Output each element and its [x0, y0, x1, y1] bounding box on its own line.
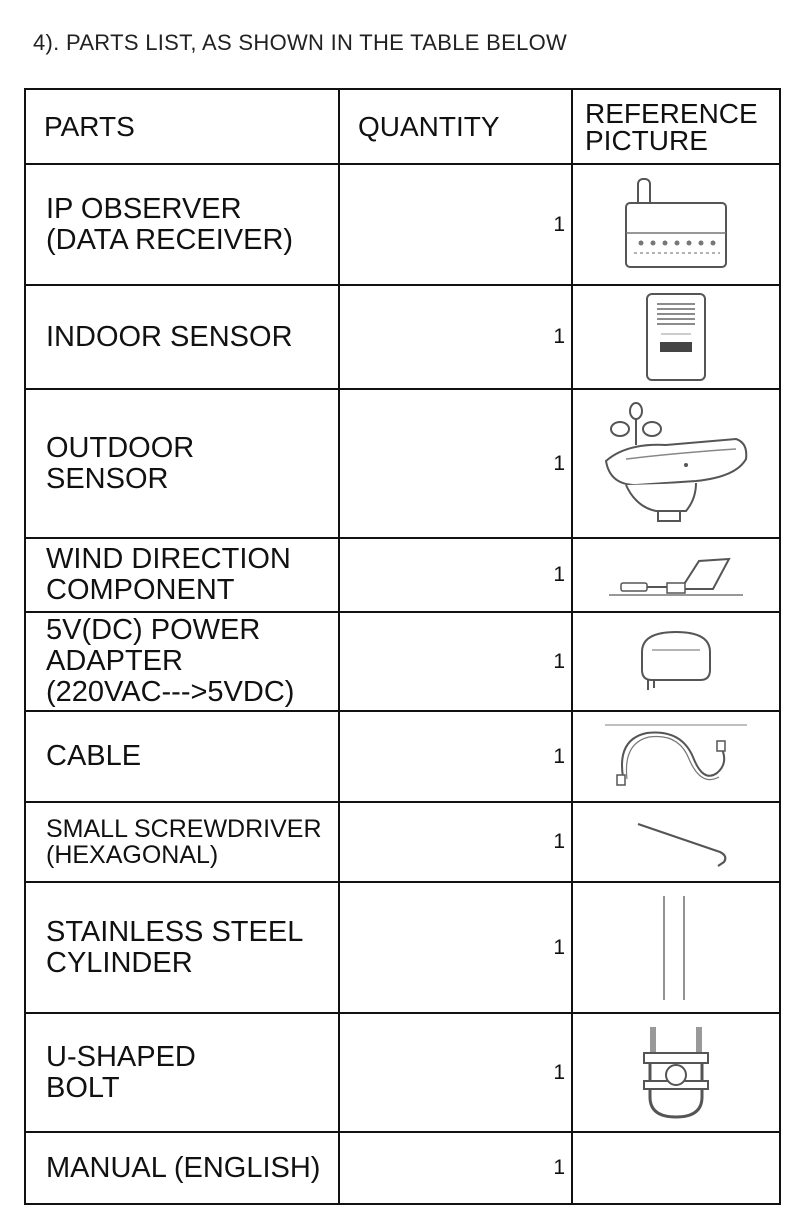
steel-cylinder-icon: [646, 892, 706, 1004]
header-reference-line2: PICTURE: [585, 124, 708, 156]
table-row: [25, 389, 780, 538]
table-row: [25, 802, 780, 882]
table-row: [25, 882, 780, 1013]
part-name: STAINLESS STEEL CYLINDER: [25, 882, 339, 1013]
part-quantity: 1: [339, 1013, 572, 1132]
receiver-icon: [616, 175, 736, 275]
part-name: 5V(DC) POWER ADAPTER (220VAC--->5VDC): [25, 612, 339, 711]
hex-key-icon: [616, 812, 736, 872]
part-quantity: 1: [339, 389, 572, 538]
reference-picture: [572, 1132, 780, 1204]
power-adapter-icon: [636, 626, 716, 698]
part-quantity: 1: [339, 538, 572, 612]
reference-picture: [572, 802, 780, 882]
outdoor-sensor-icon: [596, 399, 756, 529]
part-name: CABLE: [25, 711, 339, 802]
u-bolt-icon: [636, 1023, 716, 1123]
table-row: [25, 1132, 780, 1204]
reference-picture: [572, 538, 780, 612]
part-quantity: 1: [339, 285, 572, 389]
reference-picture: [572, 389, 780, 538]
part-quantity: 1: [339, 802, 572, 882]
part-quantity: 1: [339, 1132, 572, 1204]
header-reference-picture: [572, 89, 780, 164]
header-reference-line1: REFERENCE: [585, 97, 758, 129]
part-quantity: 1: [339, 164, 572, 285]
table-header-row: [25, 89, 780, 164]
reference-picture: [572, 612, 780, 711]
part-quantity: 1: [339, 612, 572, 711]
header-quantity: QUANTITY: [339, 89, 572, 164]
section-heading: 4). PARTS LIST, AS SHOWN IN THE TABLE BELOW: [33, 30, 568, 55]
part-quantity: 1: [339, 711, 572, 802]
part-name: INDOOR SENSOR: [25, 285, 339, 389]
parts-table: [24, 88, 781, 1205]
part-name: MANUAL (ENGLISH): [25, 1132, 339, 1204]
table-row: [25, 538, 780, 612]
reference-picture: [572, 164, 780, 285]
table-row: [25, 1013, 780, 1132]
wind-vane-icon: [601, 547, 751, 603]
part-name: SMALL SCREWDRIVER (HEXAGONAL): [25, 802, 339, 882]
table-row: [25, 612, 780, 711]
reference-picture: [572, 1013, 780, 1132]
part-quantity: 1: [339, 882, 572, 1013]
cable-icon: [601, 717, 751, 797]
part-name: IP OBSERVER (DATA RECEIVER): [25, 164, 339, 285]
table-row: [25, 711, 780, 802]
reference-picture: [572, 711, 780, 802]
indoor-sensor-icon: [641, 290, 711, 384]
table-row: [25, 164, 780, 285]
header-parts: PARTS: [25, 89, 339, 164]
part-name: U-SHAPED BOLT: [25, 1013, 339, 1132]
reference-picture: [572, 882, 780, 1013]
part-name: WIND DIRECTION COMPONENT: [25, 538, 339, 612]
table-row: [25, 285, 780, 389]
reference-picture: [572, 285, 780, 389]
part-name: OUTDOOR SENSOR: [25, 389, 339, 538]
